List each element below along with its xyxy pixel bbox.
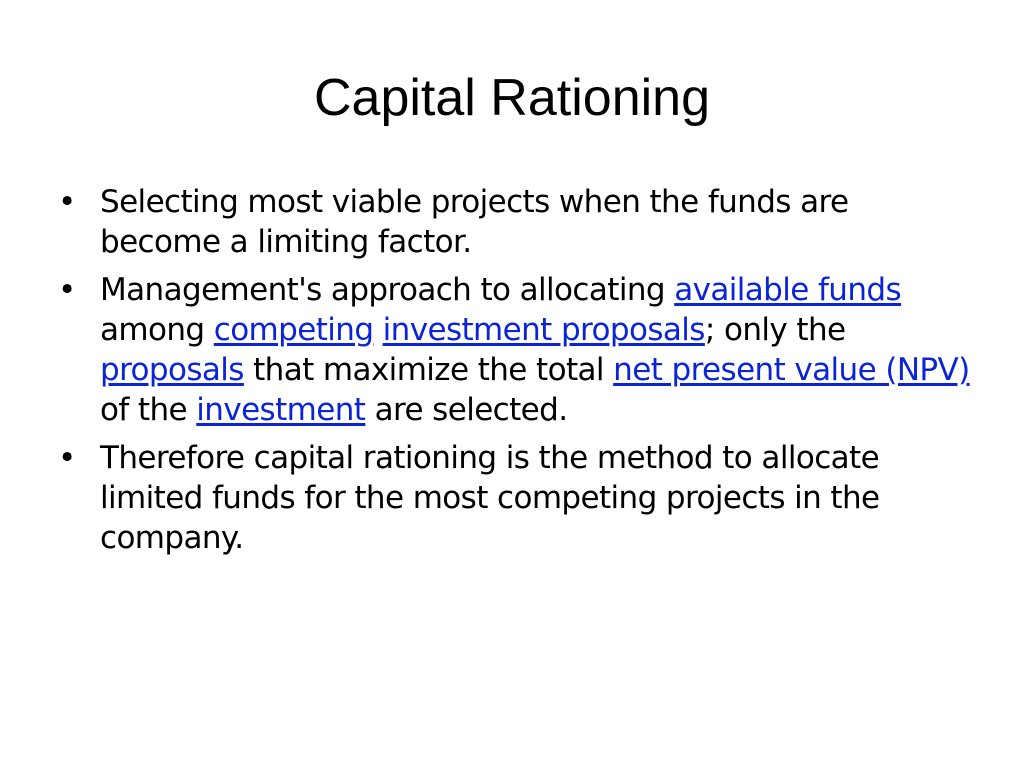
bullet-text: ; only the xyxy=(704,312,846,348)
link-competing[interactable]: competing xyxy=(213,312,374,348)
link-net-present-value[interactable]: net present value (NPV) xyxy=(613,352,970,388)
bullet-text: among xyxy=(100,312,214,348)
bullet-item-2 xyxy=(58,270,970,430)
bullet-text: Selecting most viable projects when the funds are become a limiting factor. xyxy=(100,184,849,260)
bullet-text: Therefore capital rationing is the method to allocate limited funds for the most competing projects in the company. xyxy=(100,440,880,556)
bullet-icon: • xyxy=(58,272,76,308)
slide-title: Capital Rationing xyxy=(313,69,711,127)
link-investment-proposals[interactable]: investment proposals xyxy=(382,312,705,348)
link-available-funds[interactable]: available funds xyxy=(674,272,902,308)
bullet-text: Management's approach to allocating xyxy=(100,272,675,308)
bullet-icon: • xyxy=(58,440,76,476)
bullet-text xyxy=(373,312,382,348)
bullet-icon: • xyxy=(58,184,76,220)
bullet-text: that maximize the total xyxy=(243,352,614,388)
bullet-text: of the xyxy=(100,392,197,428)
link-proposals[interactable]: proposals xyxy=(100,352,244,388)
bullet-item-1 xyxy=(58,182,970,262)
bullet-text: are selected. xyxy=(365,392,568,428)
link-investment[interactable]: investment xyxy=(196,392,366,428)
bullet-list xyxy=(58,182,970,566)
bullet-item-3 xyxy=(58,438,970,558)
